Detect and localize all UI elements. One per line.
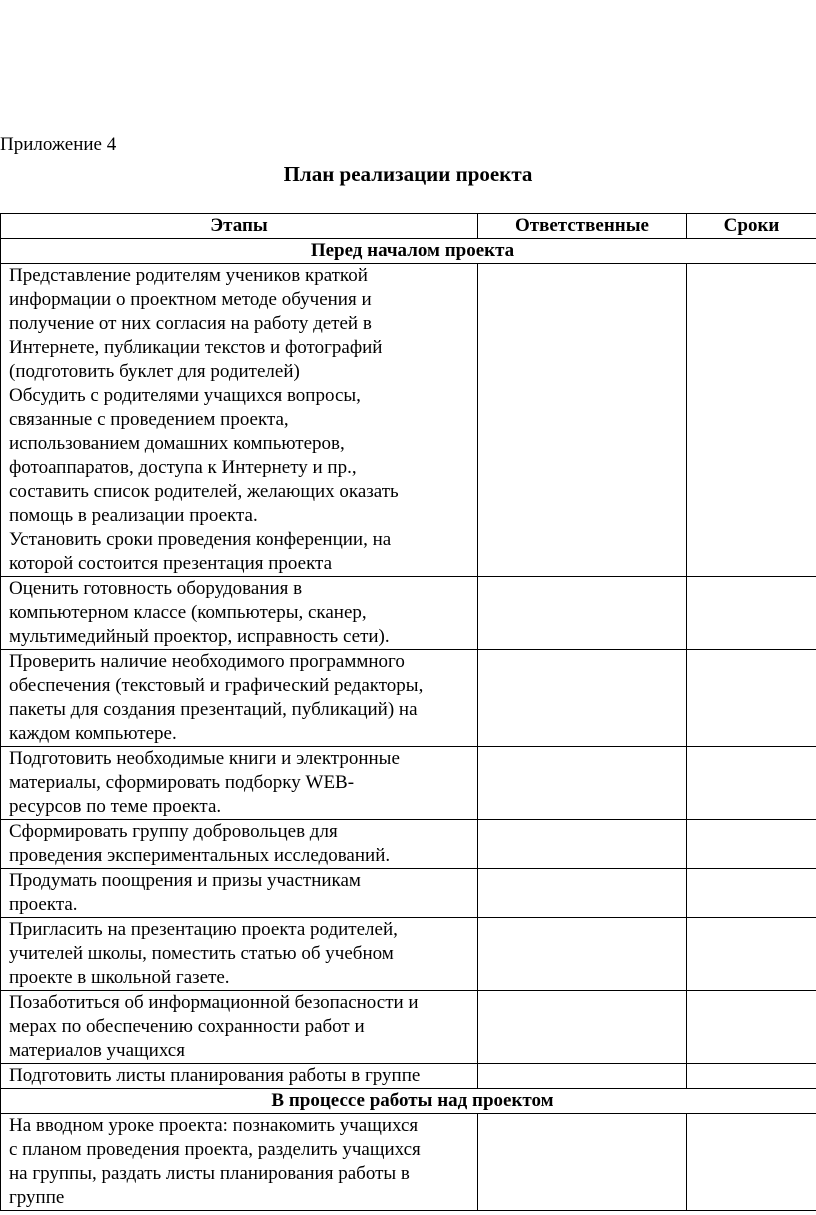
stage-text-line: проведения экспериментальных исследований. bbox=[9, 845, 391, 866]
stage-text-line: помощь в реализации проекта. bbox=[9, 505, 258, 526]
responsible-cell bbox=[478, 869, 687, 918]
stage-text-line: информации о проектном методе обучения и bbox=[9, 289, 372, 310]
responsible-cell bbox=[478, 1114, 687, 1211]
responsible-cell bbox=[478, 991, 687, 1064]
stage-cell bbox=[1, 991, 478, 1064]
project-plan-table bbox=[0, 213, 816, 1211]
page-title: План реализации проекта bbox=[283, 162, 533, 186]
table-header-row bbox=[1, 214, 816, 239]
stage-text-line: проекта. bbox=[9, 894, 78, 915]
deadline-cell bbox=[687, 747, 816, 820]
stage-text-line: обеспечения (текстовый и графический редакторы, bbox=[9, 675, 424, 696]
responsible-cell bbox=[478, 264, 687, 577]
deadline-cell bbox=[687, 1064, 816, 1089]
stage-cell bbox=[1, 1064, 478, 1089]
stage-text-line: группе bbox=[9, 1187, 65, 1208]
responsible-cell bbox=[478, 650, 687, 747]
stage-text-line: с планом проведения проекта, разделить учащихся bbox=[9, 1139, 421, 1160]
stage-text-line: Пригласить на презентацию проекта родителей, bbox=[9, 919, 398, 940]
responsible-cell bbox=[478, 918, 687, 991]
deadline-cell bbox=[687, 918, 816, 991]
stage-text-line: Сформировать группу добровольцев для bbox=[9, 821, 338, 842]
table-row bbox=[1, 918, 816, 991]
stage-text-line: Установить сроки проведения конференции, на bbox=[9, 529, 392, 550]
deadline-cell bbox=[687, 1114, 816, 1211]
stage-cell bbox=[1, 918, 478, 991]
stage-text-line: связанные с проведением проекта, bbox=[9, 409, 289, 430]
stage-text-line: Проверить наличие необходимого программного bbox=[9, 651, 405, 672]
stage-text-line: Подготовить листы планирования работы в группе bbox=[9, 1065, 421, 1086]
stage-text-line: Интернете, публикации текстов и фотографий bbox=[9, 337, 383, 358]
stage-text-line: использованием домашних компьютеров, bbox=[9, 433, 345, 454]
deadline-cell bbox=[687, 650, 816, 747]
responsible-cell bbox=[478, 1064, 687, 1089]
stage-cell bbox=[1, 1114, 478, 1211]
stage-text-line: составить список родителей, желающих оказать bbox=[9, 481, 399, 502]
stage-text-line: Позаботиться об информационной безопасности и bbox=[9, 992, 419, 1013]
stage-text-line: Продумать поощрения и призы участникам bbox=[9, 870, 361, 891]
section-row bbox=[1, 239, 816, 264]
column-header-deadlines: Сроки bbox=[687, 214, 816, 239]
column-header-stages: Этапы bbox=[1, 214, 478, 239]
stage-text-line: проекте в школьной газете. bbox=[9, 967, 230, 988]
responsible-cell bbox=[478, 820, 687, 869]
stage-text-line: компьютерном классе (компьютеры, сканер, bbox=[9, 602, 367, 623]
table-row bbox=[1, 747, 816, 820]
stage-text-line: Оценить готовность оборудования в bbox=[9, 578, 303, 599]
column-header-responsible: Ответственные bbox=[478, 214, 687, 239]
stage-text-line: материалов учащихся bbox=[9, 1040, 185, 1061]
stage-cell bbox=[1, 650, 478, 747]
stage-text-line: пакеты для создания презентаций, публикаций) на bbox=[9, 699, 418, 720]
deadline-cell bbox=[687, 577, 816, 650]
responsible-cell bbox=[478, 577, 687, 650]
table-row bbox=[1, 991, 816, 1064]
stage-text-line: Обсудить с родителями учащихся вопросы, bbox=[9, 385, 361, 406]
stage-cell bbox=[1, 820, 478, 869]
stage-text-line: ресурсов по теме проекта. bbox=[9, 796, 222, 817]
table-row bbox=[1, 1114, 816, 1211]
stage-text-line: Подготовить необходимые книги и электронные bbox=[9, 748, 400, 769]
table-row bbox=[1, 820, 816, 869]
table-body bbox=[1, 239, 816, 1211]
table-row bbox=[1, 264, 816, 577]
stage-cell bbox=[1, 264, 478, 577]
appendix-label: Приложение 4 bbox=[0, 134, 117, 155]
deadline-cell bbox=[687, 264, 816, 577]
stage-text-line: на группы, раздать листы планирования работы в bbox=[9, 1163, 410, 1184]
stage-text-line: учителей школы, поместить статью об учебном bbox=[9, 943, 394, 964]
stage-text-line: получение от них согласия на работу детей в bbox=[9, 313, 372, 334]
deadline-cell bbox=[687, 869, 816, 918]
stage-text-line: На вводном уроке проекта: познакомить учащихся bbox=[9, 1115, 419, 1136]
stage-text-line: (подготовить буклет для родителей) bbox=[9, 361, 300, 382]
stage-text-line: мерах по обеспечению сохранности работ и bbox=[9, 1016, 365, 1037]
deadline-cell bbox=[687, 991, 816, 1064]
stage-cell bbox=[1, 869, 478, 918]
section-title: В процессе работы над проектом bbox=[1, 1089, 816, 1114]
stage-text-line: мультимедийный проектор, исправность сети). bbox=[9, 626, 390, 647]
stage-text-line: которой состоится презентация проекта bbox=[9, 553, 333, 574]
table-row bbox=[1, 650, 816, 747]
section-title: Перед началом проекта bbox=[1, 239, 816, 264]
stage-text-line: каждом компьютере. bbox=[9, 723, 177, 744]
section-row bbox=[1, 1089, 816, 1114]
deadline-cell bbox=[687, 820, 816, 869]
table-row bbox=[1, 577, 816, 650]
stage-text-line: фотоаппаратов, доступа к Интернету и пр., bbox=[9, 457, 357, 478]
responsible-cell bbox=[478, 747, 687, 820]
stage-text-line: Представление родителям учеников краткой bbox=[9, 265, 368, 286]
table-row bbox=[1, 1064, 816, 1089]
stage-cell bbox=[1, 577, 478, 650]
stage-text-line: материалы, сформировать подборку WEB- bbox=[9, 772, 355, 793]
table-row bbox=[1, 869, 816, 918]
stage-cell bbox=[1, 747, 478, 820]
